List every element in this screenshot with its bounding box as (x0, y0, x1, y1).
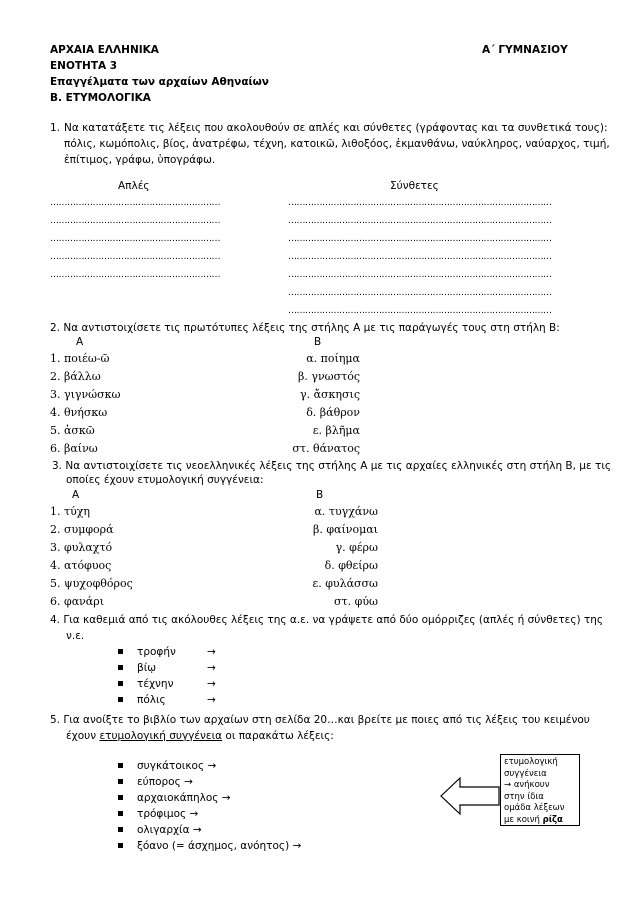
list-item: γ. φέρω (335, 541, 378, 554)
list-item: βίῳ → (118, 660, 216, 676)
q1-text-line3: ἐπίτιμος, γράφω, ὑπογράφω. (64, 154, 216, 166)
list-item: γ. ἄσκησις (300, 388, 360, 401)
list-item: δ. βάθρον (306, 406, 360, 419)
answer-line[interactable]: …………………………………………………… (50, 270, 220, 280)
list-item: 1. ποιέω-ῶ (50, 352, 110, 365)
compound-answer-lines[interactable] (288, 195, 588, 321)
list-item: 1. τύχη (50, 505, 91, 518)
note-line: με κοινή ρίζα (504, 814, 563, 825)
note-line: συγγένεια (504, 768, 547, 779)
topic-heading: Επαγγέλματα των αρχαίων Αθηναίων (50, 76, 269, 88)
q3-text-line2: οποίες έχουν ετυμολογική συγγένεια: (66, 474, 264, 486)
q3-col-b-header: Β (316, 489, 324, 501)
list-item: 3. φυλαχτό (50, 541, 113, 554)
list-item: δ. φθείρω (324, 559, 378, 572)
list-item: 6. φανάρι (50, 595, 105, 608)
q1-text-line2: πόλις, κωμόπολις, βίος, ἀνατρέφω, τέχνη, κατοικῶ, λιθοξόος, ἐκμανθάνω, ναύκληρος, ναύαρχος, τιμή, (64, 138, 610, 150)
q3-left-column (50, 503, 133, 611)
arrow-icon: → (207, 646, 216, 658)
answer-line[interactable]: ………………………………………………………………………………… (288, 216, 552, 226)
list-item: α. ποίημα (306, 352, 360, 365)
list-item: αρχαιοκάπηλος → (118, 790, 301, 806)
q3-text-line1: 3. Να αντιστοιχίσετε τις νεοελληνικές λέξεις της στήλης Α με τις αρχαίες ελληνικές στη στήλη Β, με τις (52, 460, 612, 472)
list-item: β. φαίνομαι (313, 523, 378, 536)
bullet-icon (118, 649, 123, 654)
answer-line[interactable]: ………………………………………………………………………………… (288, 288, 552, 298)
subject-heading: ΑΡΧΑΙΑ ΕΛΛΗΝΙΚΑ (50, 44, 159, 56)
list-item: τροφήν → (118, 644, 216, 660)
note-line: → ανήκουν (504, 780, 550, 790)
bullet-icon (118, 763, 123, 768)
grade-heading: Α΄ ΓΥΜΝΑΣΙΟΥ (482, 44, 568, 56)
list-item: συγκάτοικος → (118, 758, 301, 774)
list-item: πόλις → (118, 692, 216, 708)
section-heading: Β. ΕΤΥΜΟΛΟΓΙΚΑ (50, 92, 151, 104)
list-item: 3. γιγνώσκω (50, 388, 121, 401)
bullet-icon (118, 779, 123, 784)
answer-line[interactable]: …………………………………………………… (50, 234, 220, 244)
note-line: ομάδα λέξεων (504, 803, 565, 813)
answer-line[interactable]: ………………………………………………………………………………… (288, 252, 552, 262)
q5-text-line1: 5. Για ανοίξτε το βιβλίο των αρχαίων στη σελίδα 20…και βρείτε με ποιες από τις λέξεις του κειμένου (50, 714, 590, 726)
list-item: 2. βάλλω (50, 370, 101, 383)
list-item: ε. βλῆμα (312, 424, 360, 437)
answer-line[interactable]: ………………………………………………………………………………… (288, 234, 552, 244)
q2-col-a-header: Α (76, 336, 84, 348)
list-item: στ. φύω (334, 595, 378, 608)
list-item: β. γνωστός (298, 370, 360, 383)
list-item: ξόανο (= άσχημος, ανόητος) → (118, 838, 301, 854)
list-item: εύπορος → (118, 774, 301, 790)
answer-line[interactable]: …………………………………………………… (50, 252, 220, 262)
answer-line[interactable]: ………………………………………………………………………………… (288, 270, 552, 280)
list-item: τέχνην → (118, 676, 216, 692)
q4-text-line1: 4. Για καθεμιά από τις ακόλουθες λέξεις της α.ε. να γράψετε από δύο ομόρριζες (απλές ή σύνθετες) της (50, 614, 604, 626)
answer-line[interactable]: ………………………………………………………………………………… (288, 198, 552, 208)
col-compound-header: Σύνθετες (390, 180, 439, 192)
list-item: στ. θάνατος (292, 442, 360, 455)
unit-heading: ΕΝΟΤΗΤΑ 3 (50, 60, 118, 72)
bullet-icon (118, 843, 123, 848)
arrow-icon: → (207, 662, 216, 674)
bullet-icon (118, 827, 123, 832)
note-line: ετυμολογική (504, 757, 558, 767)
q1-text-line1: Να κατατάξετε τις λέξεις που ακολουθούν σε απλές και σύνθετες (γράφοντας και τα συνθετικά τους): (64, 122, 608, 134)
list-item: α. τυγχάνω (314, 505, 378, 518)
q2-text: 2. Να αντιστοιχίσετε τις πρωτότυπες λέξεις της στήλης Α με τις παράγωγές τους στη στήλη Β: (50, 322, 560, 334)
list-item: 4. θνήσκω (50, 406, 108, 419)
arrow-icon: → (207, 694, 216, 706)
bullet-icon (118, 795, 123, 800)
underlined-term: ετυμολογική συγγένεια (99, 730, 223, 742)
root-term: ρίζα (542, 814, 563, 825)
bullet-icon (118, 681, 123, 686)
bullet-icon (118, 665, 123, 670)
q3-col-a-header: Α (72, 489, 80, 501)
list-item: 2. συμφορά (50, 523, 114, 536)
list-item: 5. ψυχοφθόρος (50, 577, 133, 590)
q3-right-column (282, 503, 378, 611)
list-item: ολιγαρχία → (118, 822, 301, 838)
list-item: 4. ατόφυος (50, 559, 112, 572)
answer-line[interactable]: …………………………………………………… (50, 198, 220, 208)
list-item: τρόφιμος → (118, 806, 301, 822)
list-item: 5. ἀσκῶ (50, 424, 95, 437)
bullet-icon (118, 811, 123, 816)
q5-text-line2: έχουν ετυμολογική συγγένεια οι παρακάτω λέξεις: (66, 730, 334, 742)
q2-col-b-header: Β (314, 336, 322, 348)
list-item: 6. βαίνω (50, 442, 98, 455)
answer-line[interactable]: …………………………………………………… (50, 216, 220, 226)
left-arrow-icon (440, 776, 500, 816)
etymology-note-box (500, 754, 580, 826)
note-line: στην ίδια (504, 791, 544, 802)
q1-number: 1. (50, 122, 61, 134)
col-simple-header: Απλές (118, 180, 150, 192)
q5-list (118, 758, 301, 854)
answer-line[interactable]: ………………………………………………………………………………… (288, 306, 552, 316)
bullet-icon (118, 697, 123, 702)
arrow-icon: → (207, 678, 216, 690)
simple-answer-lines[interactable] (50, 195, 246, 285)
q4-list (118, 644, 216, 708)
q4-text-line2: ν.ε. (66, 630, 85, 642)
list-item: ε. φυλάσσω (312, 577, 378, 590)
q2-right-column (280, 350, 360, 458)
q2-left-column (50, 350, 120, 458)
